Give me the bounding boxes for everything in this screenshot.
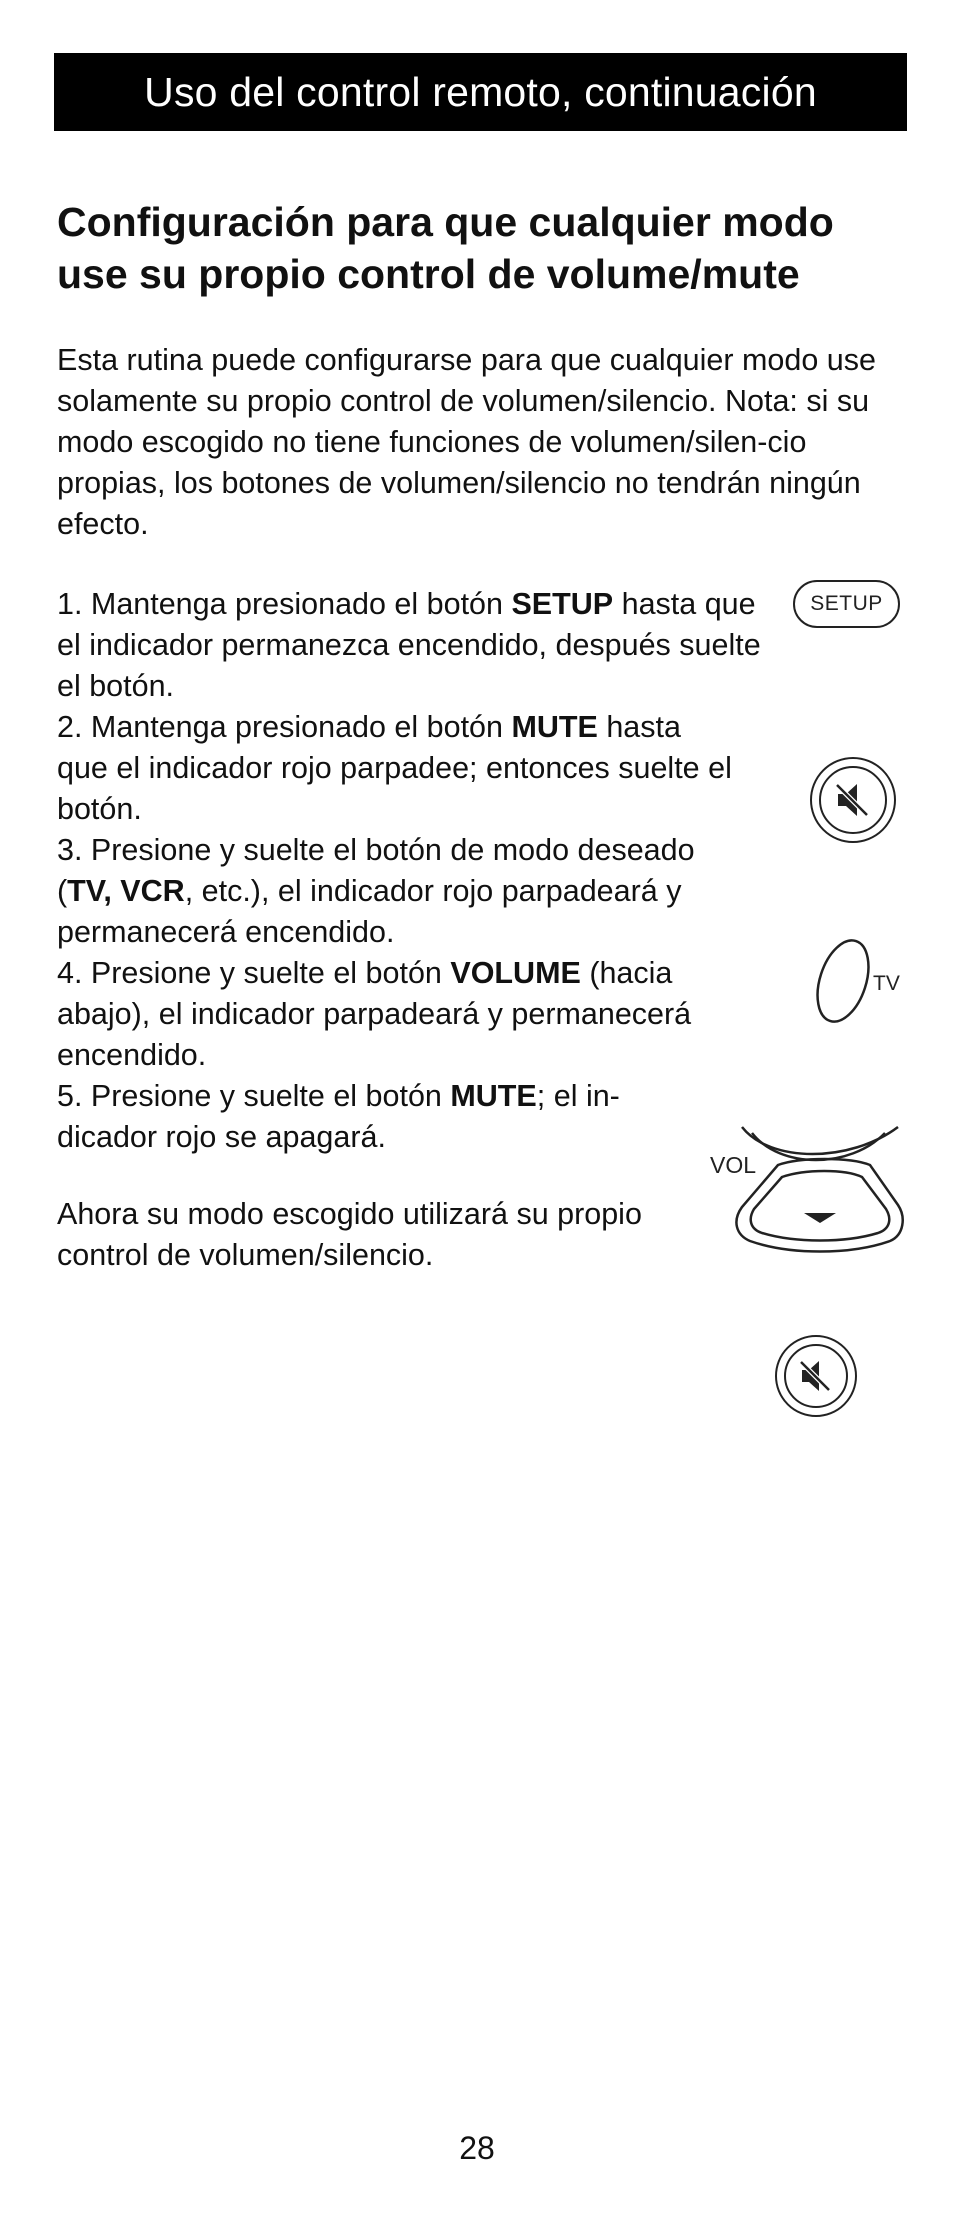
step-4 [57,953,757,1076]
step-keyword: MUTE [450,1079,537,1113]
step-text: hasta que el indicador permanezca encendido, después suelte el botón. [57,587,761,703]
step-keyword: TV, VCR [67,874,185,908]
steps-list [57,584,777,1158]
section-title-line-1: Configuración para que cualquier modo [57,199,834,245]
setup-button-label: SETUP [810,592,883,615]
step-1 [57,584,777,707]
section-title-line-2: use su propio control de volume/mute [57,251,800,297]
closing-paragraph: Ahora su modo escogido utilizará su propio control de volumen/silencio. [57,1197,642,1272]
step-2 [57,707,737,830]
page-number: 28 [459,2130,495,2166]
step-5 [57,1076,657,1158]
volume-down-button-icon [730,1125,910,1285]
page-header [54,53,907,131]
step-text: 2. Mantenga presionado el botón [57,710,512,744]
mute-button-icon [770,1330,862,1422]
header-title: Uso del control remoto, continuación [144,68,817,115]
step-keyword: SETUP [511,587,614,621]
step-text: (hacia abajo), el indicador parpadeará y permanecerá encendido. [57,956,692,1072]
step-keyword: MUTE [511,710,598,744]
vol-label: VOL [710,1152,757,1178]
step-text: 3. Presione y suelte el botón de modo deseado ( [57,833,695,908]
step-text: ; el in-dicador rojo se apagará. [57,1079,620,1154]
step-text: 4. Presione y suelte el botón [57,956,451,990]
step-3 [57,830,757,953]
step-text: 5. Presione y suelte el botón [57,1079,451,1113]
step-text: 1. Mantenga presionado el botón [57,587,512,621]
mute-button-icon [805,752,901,848]
section-title [57,196,917,300]
tv-label: TV [873,972,900,995]
intro-paragraph: Esta rutina puede configurarse para que cualquier modo use solamente su propio control de volumen/silencio. Nota: si su modo escogido no tiene funciones de volumen/silen-cio propias, los botones de volumen/silencio no tendrán ningún efecto. [57,343,876,541]
step-text: , etc.), el indicador rojo parpadeará y permanecerá encendido. [57,874,682,949]
step-keyword: VOLUME [450,956,581,990]
setup-button-illustration [793,580,900,628]
step-text: hasta que el indicador rojo parpadee; entonces suelte el botón. [57,710,732,826]
